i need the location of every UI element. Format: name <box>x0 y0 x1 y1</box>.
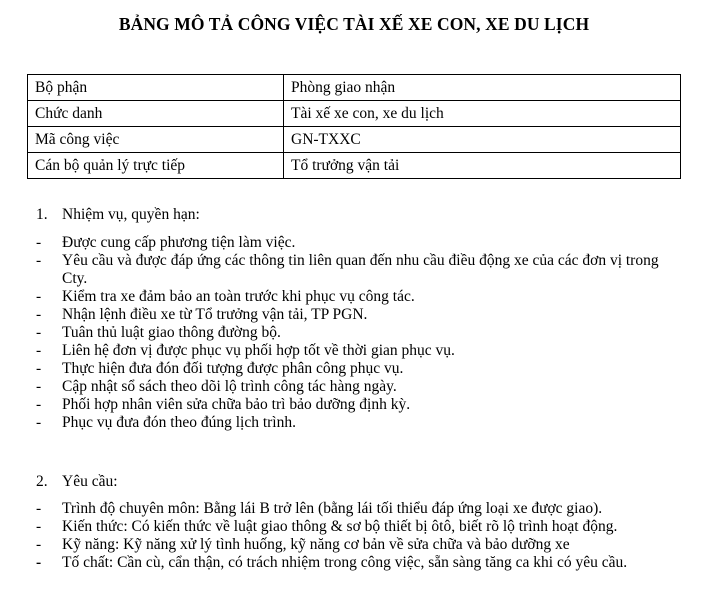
list-item-text: Nhận lệnh điều xe từ Tổ trưởng vận tải, TP PGN. <box>62 306 368 323</box>
bullet-dash: - <box>36 518 42 535</box>
table-row <box>28 101 681 127</box>
table-cell-label: Chức danh <box>28 101 284 127</box>
section-heading-text: Yêu cầu: <box>62 473 118 490</box>
duties-list <box>0 234 708 432</box>
list-item <box>0 554 708 572</box>
bullet-dash: - <box>36 378 42 395</box>
list-item-text: Trình độ chuyên môn: Bằng lái B trở lên (bằng lái tối thiểu đáp ứng loại xe được giao). <box>62 500 603 517</box>
bullet-dash: - <box>36 234 42 251</box>
list-item <box>0 378 708 396</box>
bullet-dash: - <box>36 554 42 571</box>
list-item-text: Thực hiện đưa đón đối tượng được phân công phục vụ. <box>62 360 404 377</box>
list-item <box>0 288 708 306</box>
table-cell-value: Tài xế xe con, xe du lịch <box>284 101 681 127</box>
bullet-dash: - <box>36 360 42 377</box>
table-cell-label: Mã công việc <box>28 127 284 153</box>
list-item-text: Kiến thức: Có kiến thức về luật giao thông & sơ bộ thiết bị ôtô, biết rõ lộ trình hoạt động. <box>62 518 618 535</box>
document-title: BẢNG MÔ TẢ CÔNG VIỆC TÀI XẾ XE CON, XE DU LỊCH <box>118 14 590 34</box>
list-item-text: Kỹ năng: Kỹ năng xử lý tình huống, kỹ năng cơ bản về sửa chữa và bảo dưỡng xe <box>62 536 570 553</box>
table-row <box>28 153 681 179</box>
list-item <box>0 500 708 518</box>
list-item-text: Được cung cấp phương tiện làm việc. <box>62 234 296 251</box>
list-item-text: Yêu cầu và được đáp ứng các thông tin liên quan đến nhu cầu điều động xe của các đơn vị trong Cty. <box>62 252 659 287</box>
table-cell-value: Phòng giao nhận <box>284 75 681 101</box>
list-item <box>0 252 708 288</box>
bullet-dash: - <box>36 396 42 413</box>
list-item-text: Tố chất: Cần cù, cẩn thận, có trách nhiệm trong công việc, sẵn sàng tăng ca khi có yêu cầu. <box>62 554 628 571</box>
section-number: 2. <box>36 473 48 490</box>
list-item <box>0 360 708 378</box>
bullet-dash: - <box>36 324 42 341</box>
section-heading-text: Nhiệm vụ, quyền hạn: <box>62 206 200 223</box>
list-item <box>0 414 708 432</box>
table-cell-value: GN-TXXC <box>284 127 681 153</box>
bullet-dash: - <box>36 342 42 359</box>
list-item <box>0 342 708 360</box>
table-row <box>28 75 681 101</box>
list-item <box>0 536 708 554</box>
bullet-dash: - <box>36 288 42 305</box>
table-cell-value: Tổ trưởng vận tải <box>284 153 681 179</box>
list-item-text: Phối hợp nhân viên sửa chữa bảo trì bảo dưỡng định kỳ. <box>62 396 411 413</box>
table-row <box>28 127 681 153</box>
list-item-text: Phục vụ đưa đón theo đúng lịch trình. <box>62 414 296 431</box>
list-item <box>0 396 708 414</box>
list-item <box>0 234 708 252</box>
bullet-dash: - <box>36 306 42 323</box>
bullet-dash: - <box>36 414 42 431</box>
requirements-list <box>0 500 708 572</box>
bullet-dash: - <box>36 500 42 517</box>
list-item <box>0 518 708 536</box>
list-item-text: Cập nhật sổ sách theo dõi lộ trình công tác hàng ngày. <box>62 378 397 395</box>
table-cell-label: Bộ phận <box>28 75 284 101</box>
section-heading-requirements <box>36 473 118 491</box>
list-item-text: Tuân thủ luật giao thông đường bộ. <box>62 324 281 341</box>
list-item <box>0 306 708 324</box>
job-info-table <box>27 74 681 179</box>
table-cell-label: Cán bộ quản lý trực tiếp <box>28 153 284 179</box>
list-item-text: Kiểm tra xe đảm bảo an toàn trước khi phục vụ công tác. <box>62 288 415 305</box>
list-item <box>0 324 708 342</box>
list-item-text: Liên hệ đơn vị được phục vụ phối hợp tốt về thời gian phục vụ. <box>62 342 455 359</box>
section-heading-duties <box>36 206 200 224</box>
bullet-dash: - <box>36 252 42 269</box>
section-number: 1. <box>36 206 48 223</box>
bullet-dash: - <box>36 536 42 553</box>
